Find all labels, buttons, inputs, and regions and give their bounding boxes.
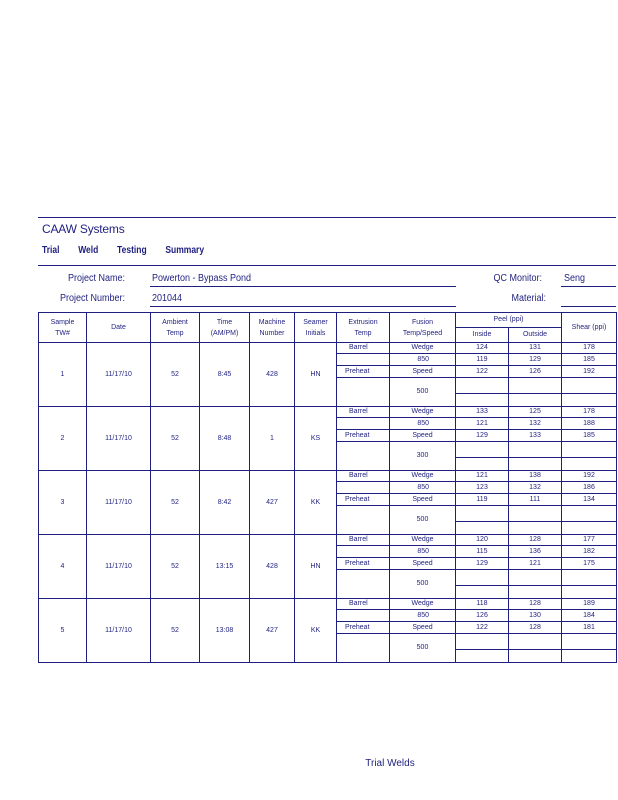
cell-time: 8:45: [200, 343, 250, 407]
cell-inside: 122: [456, 366, 509, 378]
cell-ambient: 52: [151, 407, 200, 471]
cell-time: 13:15: [200, 535, 250, 599]
col-machine: Machine Number: [250, 313, 295, 343]
cell-shear: 184: [562, 610, 617, 622]
cell-outside: [509, 442, 562, 458]
cell-speed: 300: [390, 442, 456, 471]
col-seamer: Seamer Initials: [295, 313, 337, 343]
cell-extrusion-empty: [337, 418, 390, 430]
cell-tw: 5: [39, 599, 87, 663]
cell-machine: 428: [250, 343, 295, 407]
cell-shear: 185: [562, 354, 617, 366]
cell-tw: 4: [39, 535, 87, 599]
cell-outside: 136: [509, 546, 562, 558]
cell-inside: 129: [456, 430, 509, 442]
cell-seamer: HN: [295, 343, 337, 407]
cell-wedge-label: Wedge: [390, 471, 456, 482]
material-label: Material:: [511, 293, 546, 304]
cell-machine: 1: [250, 407, 295, 471]
table-row: [39, 535, 617, 546]
material-underline: [561, 306, 616, 307]
cell-machine: 428: [250, 535, 295, 599]
project-number-value: 201044: [152, 293, 183, 304]
cell-inside: 119: [456, 494, 509, 506]
cell-inside: 121: [456, 418, 509, 430]
cell-date: 11/17/10: [87, 471, 151, 535]
project-name-underline: [150, 286, 456, 287]
col-shear: Shear (ppi): [562, 313, 617, 343]
cell-outside: [509, 634, 562, 650]
cell-wedge-label: Wedge: [390, 599, 456, 610]
cell-tw: 1: [39, 343, 87, 407]
footer-title: Trial Welds: [365, 758, 415, 769]
cell-preheat: Preheat: [337, 430, 390, 442]
qc-monitor-value: Seng: [564, 273, 586, 284]
title-word-2: Weld: [78, 245, 99, 256]
col-outside: Outside: [509, 328, 562, 343]
cell-wedge-label: Wedge: [390, 407, 456, 418]
cell-outside: 128: [509, 622, 562, 634]
cell-shear: 192: [562, 471, 617, 482]
cell-inside: 133: [456, 407, 509, 418]
cell-preheat: Preheat: [337, 366, 390, 378]
cell-inside: [456, 522, 509, 535]
cell-wedge-label: Wedge: [390, 343, 456, 354]
cell-outside: [509, 586, 562, 599]
project-number-underline: [150, 306, 456, 307]
project-name-label: Project Name:: [67, 273, 125, 284]
cell-outside: 131: [509, 343, 562, 354]
cell-ambient: 52: [151, 599, 200, 663]
cell-shear: 192: [562, 366, 617, 378]
table-row: [39, 407, 617, 418]
cell-time: 8:42: [200, 471, 250, 535]
cell-date: 11/17/10: [87, 343, 151, 407]
cell-inside: 120: [456, 535, 509, 546]
cell-inside: 115: [456, 546, 509, 558]
cell-inside: 121: [456, 471, 509, 482]
cell-shear: [562, 522, 617, 535]
cell-ambient: 52: [151, 343, 200, 407]
project-number-label: Project Number:: [59, 293, 125, 304]
cell-shear: 185: [562, 430, 617, 442]
trial-weld-table: [38, 312, 617, 663]
cell-shear: [562, 378, 617, 394]
cell-extrusion-empty: [337, 482, 390, 494]
cell-barrel: Barrel: [337, 471, 390, 482]
cell-shear: 178: [562, 407, 617, 418]
cell-shear: [562, 570, 617, 586]
cell-shear: [562, 586, 617, 599]
cell-time: 13:08: [200, 599, 250, 663]
cell-seamer: KK: [295, 599, 337, 663]
cell-extrusion-empty: [337, 570, 390, 599]
project-name-value: Powerton - Bypass Pond: [152, 273, 252, 284]
col-extrusion: Extrusion Temp: [337, 313, 390, 343]
col-time: Time (AM/PM): [200, 313, 250, 343]
cell-wedge: 850: [390, 418, 456, 430]
col-inside: Inside: [456, 328, 509, 343]
cell-extrusion-empty: [337, 354, 390, 366]
cell-ambient: 52: [151, 471, 200, 535]
cell-wedge-label: Wedge: [390, 535, 456, 546]
cell-inside: 124: [456, 343, 509, 354]
col-peel: Peel (ppi): [456, 313, 562, 328]
cell-outside: 128: [509, 535, 562, 546]
cell-shear: 189: [562, 599, 617, 610]
cell-shear: 177: [562, 535, 617, 546]
cell-preheat: Preheat: [337, 494, 390, 506]
title-word-4: Summary: [165, 245, 205, 256]
cell-extrusion-empty: [337, 506, 390, 535]
cell-speed: 500: [390, 506, 456, 535]
cell-wedge: 850: [390, 546, 456, 558]
cell-shear: [562, 634, 617, 650]
cell-speed-label: Speed: [390, 430, 456, 442]
cell-machine: 427: [250, 599, 295, 663]
cell-inside: 123: [456, 482, 509, 494]
cell-inside: 129: [456, 558, 509, 570]
col-ambient: Ambient Temp: [151, 313, 200, 343]
cell-outside: 133: [509, 430, 562, 442]
cell-inside: [456, 394, 509, 407]
cell-inside: 122: [456, 622, 509, 634]
company-name: CAAW Systems: [42, 222, 125, 236]
cell-shear: [562, 650, 617, 663]
cell-speed-label: Speed: [390, 366, 456, 378]
cell-inside: [456, 586, 509, 599]
cell-shear: [562, 506, 617, 522]
cell-inside: 118: [456, 599, 509, 610]
cell-inside: [456, 458, 509, 471]
cell-outside: 132: [509, 418, 562, 430]
qc-monitor-label: QC Monitor:: [493, 273, 542, 284]
cell-preheat: Preheat: [337, 622, 390, 634]
cell-extrusion-empty: [337, 442, 390, 471]
cell-inside: [456, 378, 509, 394]
cell-tw: 2: [39, 407, 87, 471]
cell-date: 11/17/10: [87, 599, 151, 663]
cell-inside: 126: [456, 610, 509, 622]
cell-outside: [509, 650, 562, 663]
qc-monitor-underline: [561, 286, 616, 287]
cell-seamer: KK: [295, 471, 337, 535]
cell-inside: [456, 570, 509, 586]
cell-speed: 500: [390, 570, 456, 599]
header-row-1: [39, 313, 617, 328]
cell-outside: 111: [509, 494, 562, 506]
cell-tw: 3: [39, 471, 87, 535]
table-row: [39, 599, 617, 610]
col-sample: Sample TW#: [39, 313, 87, 343]
cell-extrusion-empty: [337, 634, 390, 663]
cell-speed: 500: [390, 378, 456, 407]
cell-outside: [509, 458, 562, 471]
cell-speed-label: Speed: [390, 622, 456, 634]
cell-outside: 125: [509, 407, 562, 418]
cell-shear: 181: [562, 622, 617, 634]
cell-outside: [509, 378, 562, 394]
cell-preheat: Preheat: [337, 558, 390, 570]
cell-outside: 121: [509, 558, 562, 570]
cell-inside: [456, 650, 509, 663]
cell-barrel: Barrel: [337, 343, 390, 354]
col-date: Date: [87, 313, 151, 343]
cell-outside: 130: [509, 610, 562, 622]
cell-inside: [456, 634, 509, 650]
title-rule: [38, 265, 616, 266]
title-word-3: Testing: [117, 245, 147, 256]
cell-outside: 129: [509, 354, 562, 366]
cell-shear: 186: [562, 482, 617, 494]
cell-seamer: HN: [295, 535, 337, 599]
cell-machine: 427: [250, 471, 295, 535]
cell-shear: 175: [562, 558, 617, 570]
cell-shear: 188: [562, 418, 617, 430]
cell-outside: 132: [509, 482, 562, 494]
top-rule: [38, 217, 616, 218]
cell-shear: 134: [562, 494, 617, 506]
table-row: [39, 471, 617, 482]
cell-barrel: Barrel: [337, 535, 390, 546]
cell-wedge: 850: [390, 610, 456, 622]
cell-speed-label: Speed: [390, 558, 456, 570]
table-row: [39, 343, 617, 354]
cell-extrusion-empty: [337, 378, 390, 407]
cell-inside: 119: [456, 354, 509, 366]
cell-outside: [509, 522, 562, 535]
cell-speed-label: Speed: [390, 494, 456, 506]
cell-shear: 178: [562, 343, 617, 354]
report-title: [42, 245, 223, 256]
cell-shear: [562, 442, 617, 458]
cell-seamer: KS: [295, 407, 337, 471]
cell-shear: [562, 458, 617, 471]
cell-outside: 126: [509, 366, 562, 378]
cell-wedge: 850: [390, 354, 456, 366]
cell-shear: 182: [562, 546, 617, 558]
cell-shear: [562, 394, 617, 407]
cell-speed: 500: [390, 634, 456, 663]
cell-outside: [509, 394, 562, 407]
cell-time: 8:48: [200, 407, 250, 471]
cell-extrusion-empty: [337, 546, 390, 558]
col-fusion: Fusion Temp/Speed: [390, 313, 456, 343]
cell-date: 11/17/10: [87, 535, 151, 599]
cell-extrusion-empty: [337, 610, 390, 622]
cell-wedge: 850: [390, 482, 456, 494]
cell-outside: 138: [509, 471, 562, 482]
cell-ambient: 52: [151, 535, 200, 599]
cell-inside: [456, 442, 509, 458]
cell-date: 11/17/10: [87, 407, 151, 471]
cell-outside: [509, 570, 562, 586]
cell-inside: [456, 506, 509, 522]
title-word-1: Trial: [42, 245, 60, 256]
cell-outside: 128: [509, 599, 562, 610]
cell-barrel: Barrel: [337, 407, 390, 418]
cell-outside: [509, 506, 562, 522]
cell-barrel: Barrel: [337, 599, 390, 610]
